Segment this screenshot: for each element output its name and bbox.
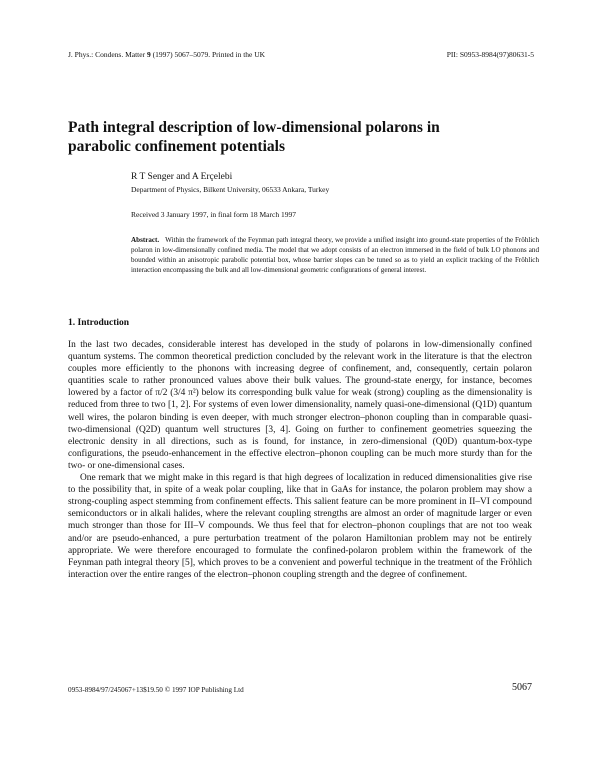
received-date: Received 3 January 1997, in final form 18 March 1997	[131, 210, 296, 219]
section-heading: 1. Introduction	[68, 318, 130, 328]
journal-header	[68, 50, 265, 59]
journal-name: J. Phys.: Condens. Matter	[68, 50, 146, 59]
journal-citation: (1997) 5067–5079. Printed in the UK	[152, 50, 266, 59]
abstract-label: Abstract.	[131, 236, 160, 244]
abstract	[131, 235, 539, 275]
journal-volume: 9	[146, 50, 151, 59]
paragraph: One remark that we might make in this regard is that high degrees of localization in reduced dimensionalities give rise to the possibility that, in spite of a weak polar coupling, like that in GaAs for instance, the polaron problem may show a strong-coupling aspect stemming from confinement effects. This salient feature can be more prominent in II–VI compound semiconductors or in alkali halides, where the relevant coupling strengths are almost an order of magnitude larger or even much stronger than those for III–V compounds. We thus feel that for electron–phonon couplings that are not too weak and/or are pseudo-enhanced, a pure perturbation treatment of the polaron Hamiltonian problem may not be entirely appropriate. We were therefore encouraged to formulate the confined-polaron problem within the framework of the Feynman path integral theory [5], which proves to be a convenient and powerful technique in the treatment of the Fröhlich interaction over the entire ranges of the electron–phonon coupling strength and the degree of confinement.	[68, 473, 532, 580]
authors: R T Senger and A Erçelebi	[131, 172, 233, 182]
copyright-footer: 0953-8984/97/245067+13$19.50 © 1997 IOP Publishing Ltd	[68, 686, 244, 694]
body-text	[68, 339, 532, 581]
paragraph: In the last two decades, considerable interest has developed in the study of polarons in low-dimensionally confined quantum systems. The common theoretical prediction concluded by the relevant work in the literature is that the electron couples more efficiently to the phonons with increasing degree of confinement, and, consequently, certain polaron quantities scale to rather pronounced values above their bulk values. The ground-state energy, for instance, becomes lowered by a factor of π/2 (3/4 π²) below its corresponding bulk value for weak (strong) coupling as the dimensionality is reduced from three to two [1, 2]. For systems of even lower dimensionality, namely quasi-one-dimensional (Q1D) quantum well wires, the polaron binding is even deeper, with much stronger electron–phonon coupling than in comparable quasi-two-dimensional (Q2D) quantum well structures [3, 4]. Going on further to confinement geometries squeezing the electronic density in all directions, such as is found, for instance, in zero-dimensional (Q0D) quantum-box-type configurations, the pseudo-enhancement in the effective electron–phonon coupling can be much more sturdy than for the two- or one-dimensional cases.	[68, 340, 532, 471]
affiliation: Department of Physics, Bilkent University, 06533 Ankara, Turkey	[131, 185, 330, 194]
paper-title: Path integral description of low-dimensional polarons in parabolic confinement potentials	[68, 119, 440, 155]
abstract-text: Within the framework of the Feynman path integral theory, we provide a unified insight into ground-state properties of the Fröhlich polaron in low-dimensionally confined media. The model that we adopt consists of an electron immersed in the field of bulk LO phonons and bounded within an anisotropic parabolic potential box, whose barrier slopes can be tuned so as to yield an explicit tracking of the Fröhlich interaction encompassing the bulk and all low-dimensional geometric configurations of general interest.	[131, 236, 539, 274]
pii-identifier: PII: S0953-8984(97)80631-5	[446, 50, 534, 59]
page-number: 5067	[512, 682, 532, 693]
